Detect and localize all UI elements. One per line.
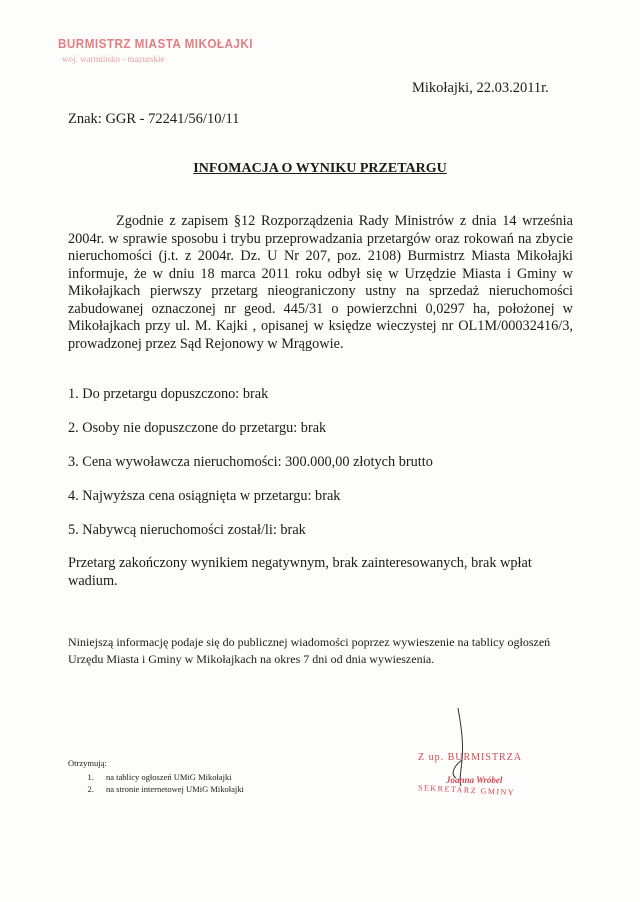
recipients-list — [68, 771, 244, 795]
recipient-item: 2. na stronie internetowej UMiG Mikołajki — [96, 783, 244, 795]
reference-number: Znak: GGR - 72241/56/10/11 — [68, 111, 240, 127]
notice-text: Niniejszą informację podaje się do publicznej wiadomości poprzez wywieszenie na tablicy ogłoszeń Urzędu Miasta i Gminy w Mikołajkach na okres 7 dni od dnia wywieszenia. — [68, 635, 551, 666]
document-title: INFOMACJA O WYNIKU PRZETARGU — [193, 161, 447, 176]
place-date: Mikołajki, 22.03.2011r. — [412, 80, 549, 96]
office-stamp-line2: woj. warmińsko - mazurskie — [62, 54, 165, 64]
body-paragraph: Zgodnie z zapisem §12 Rozporządzenia Rady Ministrów z dnia 14 września 2004r. w sprawie sposobu i trybu przeprowadzania przetargów oraz rokowań na zbycie nieruchomości (j.t. z 2004r. Dz. U Nr 207, poz. 2108) Burmistrz Miasta Mikołajki informuje, że w dniu 18 marca 2011 roku odbył się w Urzędzie Miasta i Gminy w Mikołajkach pierwszy przetarg nieograniczony ustny na sprzedaż nieruchomości zabudowanej oznaczonej nr geod. 445/31 o powierzchni 0,0297 ha, położonej w Mikołajkach przy ul. M. Kajki , opisanej w księdze wieczystej nr OL1M/00032416/3, prowadzonej przez Sąd Rejonowy w Mrągowie. — [68, 213, 573, 352]
recipients-block — [68, 757, 244, 795]
list-item: 2. Osoby nie dopuszczone do przetargu: brak — [68, 420, 327, 436]
office-stamp-line1: BURMISTRZ MIASTA MIKOŁAJKI — [58, 36, 253, 51]
list-item: 5. Nabywcą nieruchomości został/li: brak — [68, 522, 306, 538]
recipient-item: 1. na tablicy ogłoszeń UMiG Mikołajki — [96, 771, 244, 783]
signature-stamp — [418, 752, 568, 796]
conclusion-text: Przetarg zakończony wynikiem negatywnym, brak zainteresowanych, brak wpłat wadium. — [68, 555, 532, 589]
signature-stamp-line3: SEKRETARZ GMINY — [417, 783, 516, 798]
list-item: 4. Najwyższa cena osiągnięta w przetargu: brak — [68, 488, 341, 504]
list-item: 3. Cena wywoławcza nieruchomości: 300.000,00 złotych brutto — [68, 454, 433, 470]
signature-stamp-line1: Z up. BURMISTRZA — [418, 752, 523, 763]
signature-stamp-line2: Joanna Wróbel — [446, 775, 503, 785]
office-stamp — [58, 36, 275, 64]
recipients-heading: Otrzymują: — [68, 758, 107, 768]
list-item: 1. Do przetargu dopuszczono: brak — [68, 386, 269, 402]
